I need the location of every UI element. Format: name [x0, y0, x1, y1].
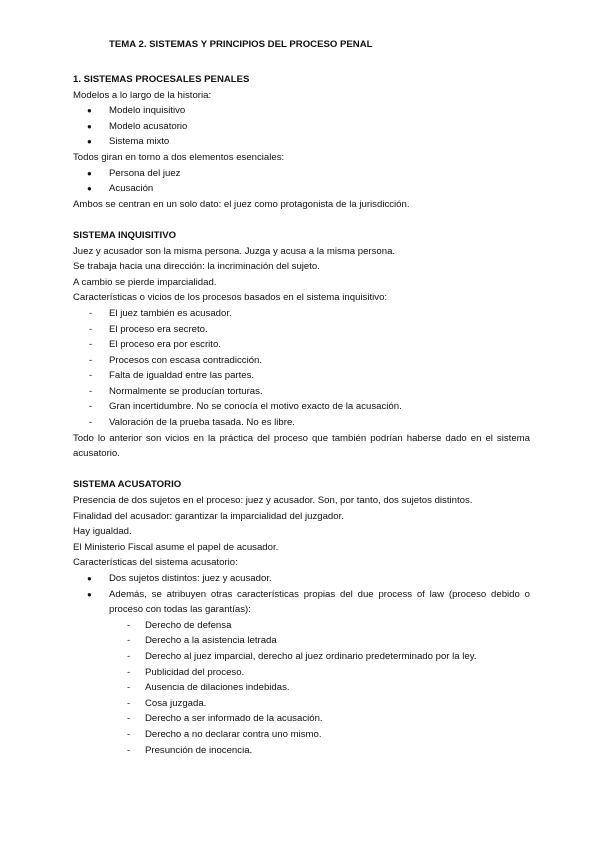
- bullet-icon: ●: [87, 574, 92, 583]
- dash-icon: -: [127, 697, 131, 709]
- paragraph-line: Se trabaja hacia una dirección: la incriminación del sujeto.: [73, 261, 320, 273]
- list-item: - Falta de igualdad entre las partes.: [73, 368, 530, 384]
- dash-icon: -: [89, 385, 93, 397]
- paragraph-line: Ambos se centran en un solo dato: el juez como protagonista de la jurisdicción.: [73, 198, 410, 210]
- list-item: - Derecho a no declarar contra uno mismo.: [73, 727, 530, 743]
- list-item: - Derecho a la asistencia letrada: [73, 633, 530, 649]
- dash-icon: -: [127, 650, 131, 662]
- list-item: - Gran incertidumbre. No se conocía el motivo exacto de la acusación.: [73, 399, 530, 415]
- dash-icon: -: [89, 401, 93, 413]
- list-item: ● Sistema mixto: [73, 134, 530, 150]
- dash-icon: -: [127, 619, 131, 631]
- bullet-icon: ●: [87, 106, 92, 116]
- list-item: - Derecho de defensa: [73, 618, 530, 634]
- list-item: ● Dos sujetos distintos: juez y acusador.: [73, 571, 530, 587]
- document-title: TEMA 2. SISTEMAS Y PRINCIPIOS DEL PROCESO PENAL: [109, 39, 373, 50]
- list-item: - Presunción de inocencia.: [73, 743, 530, 759]
- list-item: ● Modelo inquisitivo: [73, 103, 530, 119]
- bullet-icon: ●: [87, 168, 92, 178]
- dash-icon: -: [89, 417, 93, 429]
- dash-icon: -: [127, 666, 131, 678]
- dash-icon: -: [127, 728, 131, 740]
- bullet-icon: ●: [87, 137, 92, 147]
- list-item: - Procesos con escasa contradicción.: [73, 353, 530, 369]
- list-item: ● Acusación: [73, 181, 530, 197]
- paragraph-line: A cambio se pierde imparcialidad.: [73, 276, 217, 288]
- dash-icon: -: [89, 323, 93, 335]
- dash-icon: -: [89, 370, 93, 382]
- bullet-icon: ●: [87, 184, 92, 194]
- list-item: - Cosa juzgada.: [73, 696, 530, 712]
- paragraph-line: El Ministerio Fiscal asume el papel de acusador.: [73, 541, 279, 553]
- paragraph-line: Características o vicios de los procesos basados en el sistema inquisitivo:: [73, 292, 388, 304]
- paragraph-line: Modelos a lo largo de la historia:: [73, 89, 212, 101]
- paragraph-line: Hay igualdad.: [73, 526, 132, 538]
- bullet-icon: ●: [87, 121, 92, 131]
- section-heading-sistemas-procesales: 1. SISTEMAS PROCESALES PENALES: [73, 74, 250, 85]
- dash-icon: -: [127, 682, 131, 694]
- dash-icon: -: [127, 713, 131, 725]
- paragraph-line: Juez y acusador son la misma persona. Juzga y acusa a la misma persona.: [73, 245, 396, 257]
- list-item: ● Además, se atribuyen otras características propias del due process of law (proceso debido o proceso con todas las garantías):: [87, 588, 530, 616]
- list-item: ● Persona del juez: [73, 166, 530, 182]
- list-item: - El proceso era secreto.: [73, 322, 530, 338]
- list-item: - Publicidad del proceso.: [73, 665, 530, 681]
- bullet-icon: ●: [87, 589, 92, 599]
- list-item: - Normalmente se producían torturas.: [73, 384, 530, 400]
- paragraph-line: Características del sistema acusatorio:: [73, 557, 238, 569]
- list-item: - Valoración de la prueba tasada. No es libre.: [73, 415, 530, 431]
- paragraph-line: Presencia de dos sujetos en el proceso: juez y acusador. Son, por tanto, dos sujetos distintos.: [73, 495, 473, 507]
- paragraph-line: Finalidad del acusador: garantizar la imparcialidad del juzgador.: [73, 510, 344, 522]
- list-item: - El juez también es acusador.: [73, 306, 530, 322]
- paragraph-line: Todos giran en torno a dos elementos esenciales:: [73, 151, 285, 163]
- dash-icon: -: [127, 744, 131, 756]
- dash-icon: -: [89, 354, 93, 366]
- list-item: - Ausencia de dilaciones indebidas.: [73, 680, 530, 696]
- list-item: - El proceso era por escrito.: [73, 337, 530, 353]
- dash-icon: -: [127, 635, 131, 647]
- list-item: - Derecho al juez imparcial, derecho al juez ordinario predeterminado por la ley.: [73, 649, 530, 665]
- section-heading-sistema-acusatorio: SISTEMA ACUSATORIO: [73, 479, 182, 491]
- paragraph: Todo lo anterior son vicios en la práctica del proceso que también podrían haberse dado en el sistema acusatorio.: [73, 432, 530, 460]
- dash-icon: -: [89, 339, 93, 351]
- dash-icon: -: [89, 307, 93, 319]
- section-heading-sistema-inquisitivo: SISTEMA INQUISITIVO: [73, 229, 177, 241]
- list-item: ● Modelo acusatorio: [73, 119, 530, 135]
- list-item: - Derecho a ser informado de la acusación.: [73, 711, 530, 727]
